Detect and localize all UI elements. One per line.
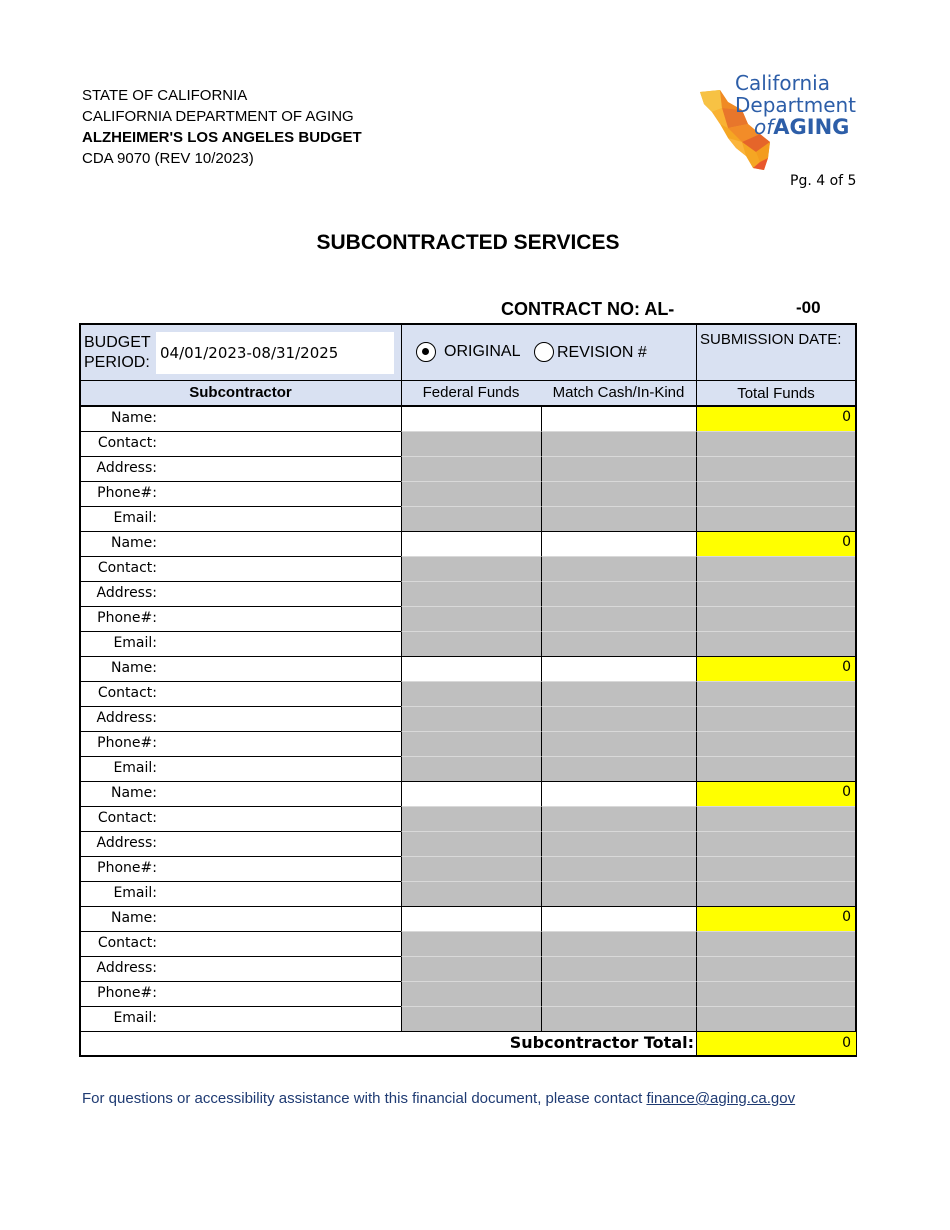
original-radio-button[interactable]: [416, 342, 436, 362]
federal-funds-disabled: [401, 931, 542, 957]
budget-label-line1: BUDGET: [84, 334, 151, 351]
row-label: Email:: [113, 885, 157, 901]
row-label: Name:: [110, 910, 157, 926]
footer-email-link[interactable]: finance@aging.ca.gov: [646, 1090, 796, 1107]
match-funds-disabled: [541, 1006, 697, 1032]
match-funds-disabled: [541, 681, 697, 707]
federal-funds-input[interactable]: [401, 906, 542, 932]
row-label: Phone#:: [97, 985, 157, 1001]
total-funds-disabled: [696, 431, 857, 457]
budget-period-label: [84, 333, 151, 373]
match-funds-disabled: [541, 706, 697, 732]
table-border-right: [855, 406, 857, 1031]
match-funds-disabled: [541, 731, 697, 757]
federal-funds-disabled: [401, 481, 542, 507]
total-funds-disabled: [696, 956, 857, 982]
row-label: Contact:: [97, 435, 157, 451]
match-funds-disabled: [541, 956, 697, 982]
total-funds-disabled: [696, 881, 857, 907]
federal-funds-disabled: [401, 606, 542, 632]
row-label: Email:: [113, 1010, 157, 1026]
subcontractor-total-label: Subcontractor Total:: [509, 1033, 694, 1052]
federal-funds-disabled: [401, 681, 542, 707]
row-label: Address:: [96, 585, 157, 601]
federal-funds-disabled: [401, 856, 542, 882]
row-label: Phone#:: [97, 735, 157, 751]
total-funds-disabled: [696, 981, 857, 1007]
footer-text: For questions or accessibility assistance with this financial document, please contact: [82, 1090, 647, 1107]
revision-radio-label: REVISION #: [557, 344, 647, 361]
row-label: Contact:: [97, 810, 157, 826]
match-funds-disabled: [541, 631, 697, 657]
row-label: Email:: [113, 635, 157, 651]
header-form-number: CDA 9070 (REV 10/2023): [82, 150, 254, 167]
match-funds-disabled: [541, 506, 697, 532]
total-funds-disabled: [696, 706, 857, 732]
total-funds-disabled: [696, 1006, 857, 1032]
match-funds-disabled: [541, 606, 697, 632]
match-funds-disabled: [541, 456, 697, 482]
column-header-federal-funds: Federal Funds: [422, 384, 520, 401]
total-funds-value: 0: [842, 909, 851, 925]
total-funds-disabled: [696, 506, 857, 532]
logo-line-of: of: [754, 115, 774, 139]
total-funds-disabled: [696, 931, 857, 957]
row-label: Contact:: [97, 935, 157, 951]
total-funds-disabled: [696, 581, 857, 607]
row-label: Address:: [96, 460, 157, 476]
match-funds-disabled: [541, 431, 697, 457]
federal-funds-disabled: [401, 831, 542, 857]
original-radio-label: ORIGINAL: [444, 343, 521, 360]
column-header-total-funds: Total Funds: [737, 385, 815, 402]
match-funds-disabled: [541, 556, 697, 582]
footer-contact: [82, 1090, 795, 1107]
row-label: Contact:: [97, 685, 157, 701]
budget-label-line2: PERIOD:: [84, 354, 150, 371]
subcontractor-total-value: 0: [842, 1035, 851, 1051]
row-label: Address:: [96, 835, 157, 851]
total-funds-value: 0: [842, 659, 851, 675]
federal-funds-disabled: [401, 956, 542, 982]
table-border-left: [79, 406, 81, 1031]
federal-funds-disabled: [401, 431, 542, 457]
page-indicator: Pg. 4 of 5: [790, 173, 857, 189]
row-label: Name:: [110, 785, 157, 801]
match-funds-input[interactable]: [541, 656, 697, 682]
department-logo-text: [735, 72, 856, 138]
form-header: [82, 85, 362, 169]
match-funds-disabled: [541, 581, 697, 607]
federal-funds-disabled: [401, 806, 542, 832]
match-funds-input[interactable]: [541, 406, 697, 432]
row-label: Name:: [110, 410, 157, 426]
contract-number-label: CONTRACT NO: AL-: [501, 299, 675, 319]
total-funds-disabled: [696, 556, 857, 582]
revision-radio-button[interactable]: [534, 342, 554, 362]
match-funds-disabled: [541, 806, 697, 832]
total-funds-disabled: [696, 631, 857, 657]
total-funds-disabled: [696, 756, 857, 782]
logo-line-aging: AGING: [773, 115, 850, 139]
row-label: Contact:: [97, 560, 157, 576]
row-label: Address:: [96, 960, 157, 976]
total-funds-disabled: [696, 481, 857, 507]
match-funds-disabled: [541, 931, 697, 957]
row-label: Address:: [96, 710, 157, 726]
contract-number-suffix: -00: [796, 298, 821, 317]
row-label: Phone#:: [97, 610, 157, 626]
row-label: Name:: [110, 535, 157, 551]
logo-line-department: Department: [735, 93, 857, 117]
row-label: Phone#:: [97, 860, 157, 876]
header-budget-name: ALZHEIMER'S LOS ANGELES BUDGET: [82, 129, 362, 146]
total-funds-value: 0: [842, 534, 851, 550]
federal-funds-disabled: [401, 981, 542, 1007]
match-funds-disabled: [541, 831, 697, 857]
federal-funds-input[interactable]: [401, 406, 542, 432]
header-department: CALIFORNIA DEPARTMENT OF AGING: [82, 108, 354, 125]
total-funds-disabled: [696, 731, 857, 757]
match-funds-input[interactable]: [541, 531, 697, 557]
match-funds-disabled: [541, 981, 697, 1007]
match-funds-disabled: [541, 756, 697, 782]
federal-funds-disabled: [401, 756, 542, 782]
federal-funds-disabled: [401, 631, 542, 657]
row-label: Name:: [110, 660, 157, 676]
logo-line-california: California: [735, 71, 830, 95]
federal-funds-input[interactable]: [401, 656, 542, 682]
federal-funds-disabled: [401, 731, 542, 757]
federal-funds-input[interactable]: [401, 781, 542, 807]
match-funds-disabled: [541, 481, 697, 507]
match-funds-disabled: [541, 881, 697, 907]
total-funds-disabled: [696, 856, 857, 882]
total-funds-value: 0: [842, 784, 851, 800]
header-state: STATE OF CALIFORNIA: [82, 87, 248, 104]
total-funds-value: 0: [842, 409, 851, 425]
budget-period-input[interactable]: 04/01/2023-08/31/2025: [156, 332, 394, 374]
match-funds-input[interactable]: [541, 781, 697, 807]
federal-funds-disabled: [401, 1006, 542, 1032]
page-title: SUBCONTRACTED SERVICES: [316, 231, 620, 254]
federal-funds-disabled: [401, 581, 542, 607]
column-header-match: Match Cash/In-Kind: [552, 384, 685, 401]
row-label: Phone#:: [97, 485, 157, 501]
federal-funds-disabled: [401, 706, 542, 732]
submission-date-label: SUBMISSION DATE:: [700, 331, 842, 348]
total-funds-disabled: [696, 456, 857, 482]
radio-selected-dot-icon: [422, 348, 429, 355]
federal-funds-disabled: [401, 881, 542, 907]
total-funds-disabled: [696, 831, 857, 857]
match-funds-input[interactable]: [541, 906, 697, 932]
header-divider: [80, 380, 856, 381]
match-funds-disabled: [541, 856, 697, 882]
total-funds-disabled: [696, 681, 857, 707]
federal-funds-disabled: [401, 456, 542, 482]
total-funds-disabled: [696, 806, 857, 832]
federal-funds-disabled: [401, 556, 542, 582]
federal-funds-disabled: [401, 506, 542, 532]
column-header-subcontractor: Subcontractor: [189, 384, 292, 401]
total-funds-disabled: [696, 606, 857, 632]
federal-funds-input[interactable]: [401, 531, 542, 557]
row-label: Email:: [113, 510, 157, 526]
row-label: Email:: [113, 760, 157, 776]
